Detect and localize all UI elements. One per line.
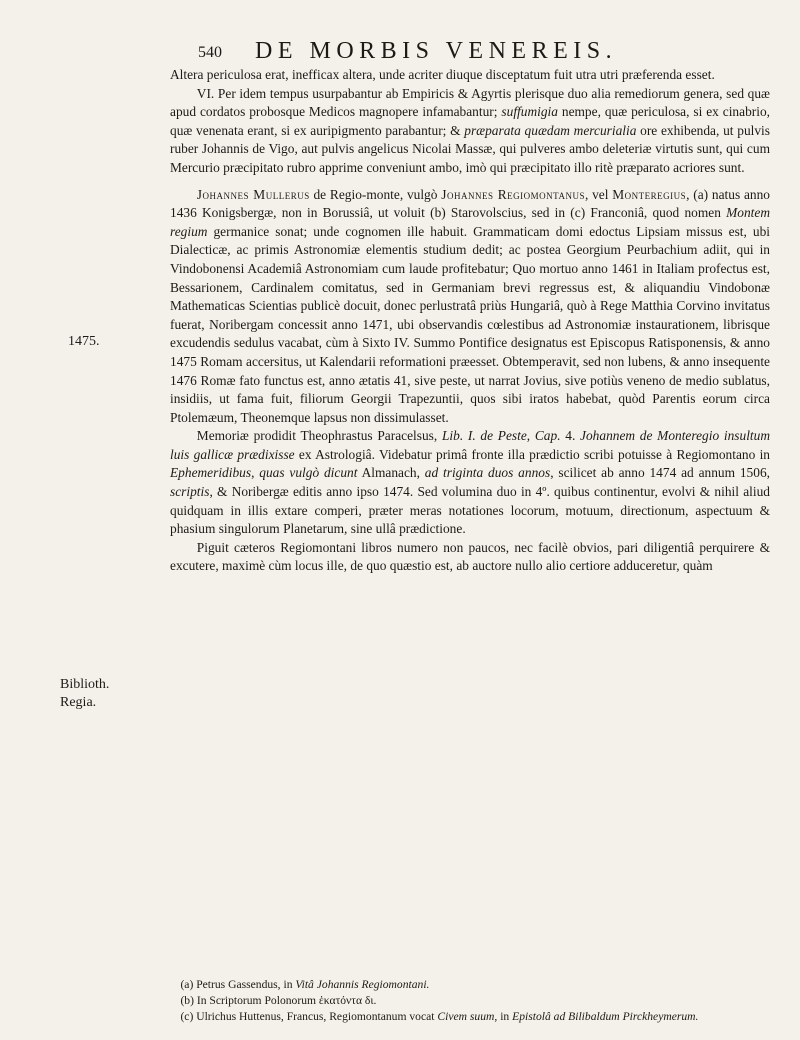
margin-biblioth-line2: Regia. [60, 695, 97, 710]
paragraph-2: VI. Per idem tempus usurpabantur ab Empiricis & Agyrtis plerisque duo alia remediorum genera, sed quæ apud cordatos probosque Medicos magnopere infamabantur; suffumigia nempe, quæ periculosa, si ex cinabrio, quæ venenata erant, si ex auripigmento parabantur; & præparata quædam mercurialia ore exhibenda, ut pulvis ruber Johannis de Vigo, aut pulvis angelicus Nicolai Massæ, qui pulveres ambo deleteriæ virtutis sunt, qui cum Mercurio præcipitato rubro apprime conveniunt ambo, imò qui præcipitato illo ritè præparato acriores sunt. [170, 85, 770, 175]
paragraph-5: Piguit cæteros Regiomontani libros numero non paucos, nec facilè obvios, pari diligentiâ perquirere & excutere, maximè cùm locus ille, de quo quæstio est, ab auctore nullo alio certiore adduceretur, quàm [170, 539, 770, 574]
page-number: 540 [198, 44, 222, 61]
page-header [0, 38, 800, 68]
footnote-b: (b) In Scriptorum Polonorum ἑκατόντα δι. [180, 994, 377, 1007]
running-title: DE MORBIS VENEREIS. [255, 38, 618, 64]
margin-year: 1475. [68, 334, 100, 349]
paragraph-4: Memoriæ prodidit Theophrastus Paracelsus, Lib. I. de Peste, Cap. 4. Johannem de Monteregio insultum luis gallicæ prædixisse ex Astrologiâ. Videbatur primâ fronte illa prædictio scribi potuisse à Regiomontano in Ephemeridibus, quas vulgò dicunt Almanach, ad triginta duos annos, scilicet ab anno 1474 ad annum 1506, scriptis, & Noribergæ editis anno ipso 1474. Sed volumina duo in 4º. quibus continentur, evolvi & nihil aliud quidquam in illis extare comperi, præter meras notationes locorum, motuum, directionum, aspectuum & phasium singulorum Planetarum, sine ullâ prædictione. [170, 428, 770, 537]
footnote-a: (a) Petrus Gassendus, in Vitâ Johannis Regiomontani. [180, 978, 430, 991]
paragraph-3: Johannes Mullerus de Regio-monte, vulgò Johannes Regiomontanus, vel Monteregius, (a) natus anno 1436 Konigsbergæ, non in Borussiâ, ut voluit (b) Starovolscius, sed in (c) Franconiâ, quod nomen Montem regium germanice sonat; unde cognomen ille habuit. Grammaticam domi edoctus Lipsiam missus est, ubi Dialecticæ, ac primis Astronomiæ elementis studium dedit; ac postea Georgium Peurbachium adiit, qui in Vindobonensi Academiâ Astronomiam cum laude profitebatur; Quo mortuo anno 1461 in Italiam profectus est, Bessarionem, Cardinalem comitatus, sed in Germaniam brevi regressus est, & aliquandiu Vindobonæ Mathematicas Scientias publicè docuit, donec perlustratâ priùs Hungariâ, quò à Rege Matthia Corvino invitatus fuerat, Noribergam concessit anno 1471, ubi observandis cœlestibus ad Astronomiæ instaurationem, librisque excudendis sedulus vacabat, cùm à Sixto IV. Summo Pontifice designatus est Episcopus Ratisponensis, & anno 1475 Romam accersitus, ut Kalendarii reformationi præesset. Obtemperavit, sed non lubens, & anno insequente 1476 Romæ fato functus est, anno ætatis 41, sive peste, ut narrat Jovius, sive potiùs veneno de medio sublatus, insidiis, ut fama fuit, filiorum Georgii Trapezuntii, quos sibi iratos habebat, quòd Parentis eorum circa Ptolemæum, Theonemque lapsus non dissimulasset. [170, 186, 770, 425]
name-regiomontanus: Johannes Regiomontanus [441, 186, 585, 202]
name-mullerus: Johannes Mullerus [196, 186, 310, 202]
footnote-c: (c) Ulrichus Huttenus, Francus, Regiomontanum vocat Civem suum, in Epistolâ ad Bilibaldum Pirckheymerum. [180, 1010, 699, 1023]
footnotes [170, 977, 770, 1025]
margin-biblioth [60, 676, 109, 712]
margin-biblioth-line1: Biblioth. [60, 677, 110, 692]
main-text [170, 66, 770, 576]
paragraph-1: Altera periculosa erat, inefficax altera, unde acriter diuque disceptatum fuit utra utri præferenda esset. [170, 67, 715, 82]
